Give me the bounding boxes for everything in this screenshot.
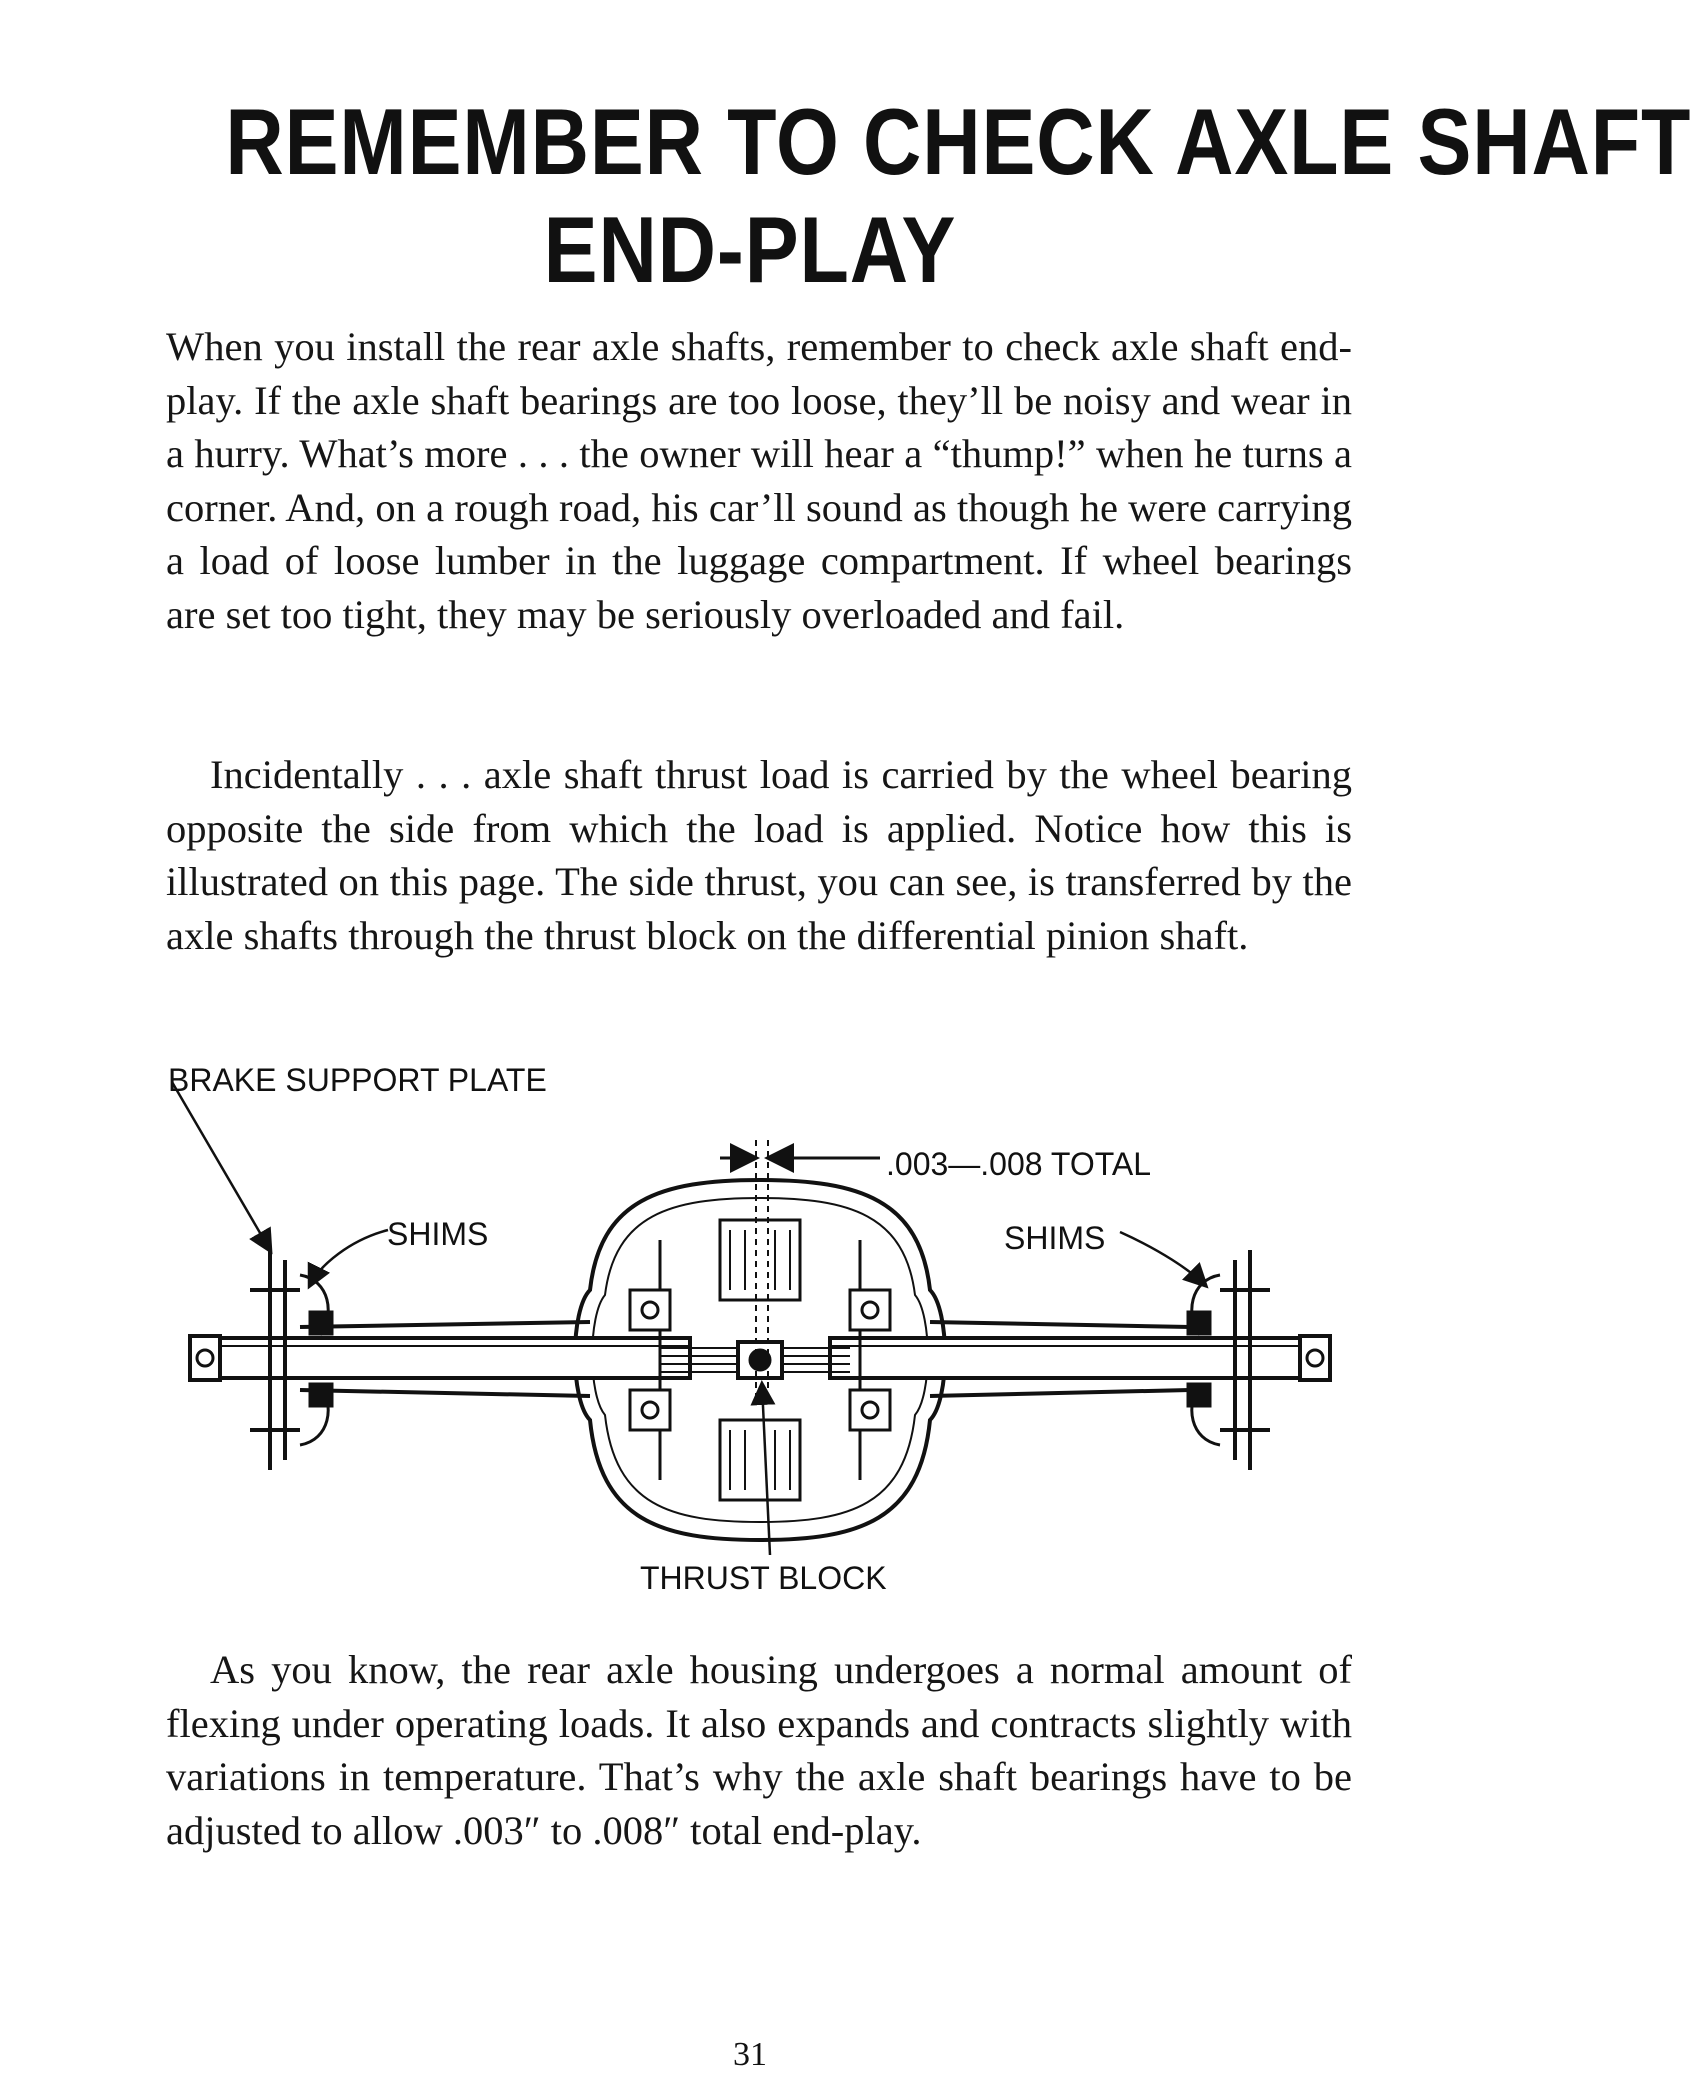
paragraph-flexing: As you know, the rear axle housing undergoes a normal amount of flexing under operating loads. It also expands and contracts slightly with variations in temperature. That’s why the axle shaft bearings have to be adjusted to allow .003″ to .008″ total end-play. xyxy=(166,1647,1352,1853)
shims-right-label: SHIMS xyxy=(1004,1220,1106,1256)
paragraph-incidentally: Incidentally . . . axle shaft thrust load is carried by the wheel bearing opposite the side from which the load is applied. Notice how this is illustrated on this page. The side thrust, you can see, is transferred by the axle shafts through the thrust block on the differential pinion shaft. xyxy=(166,752,1352,958)
left-axle-tube xyxy=(300,1322,590,1327)
page-title-line-2: END-PLAY xyxy=(543,197,957,302)
thrust-block-label: THRUST BLOCK xyxy=(640,1560,887,1596)
brake-support-plate-label: BRAKE SUPPORT PLATE xyxy=(168,1062,547,1098)
page-title-line-1: REMEMBER TO CHECK AXLE SHAFT xyxy=(225,89,1691,194)
shims-left-label: SHIMS xyxy=(387,1216,489,1252)
right-axle-tube xyxy=(930,1322,1190,1327)
rear-axle-diagram xyxy=(160,1100,1340,1560)
paragraph-intro: When you install the rear axle shafts, remember to check axle shaft end-play. If the axle shaft bearings are too loose, they’ll be noisy and wear in a hurry. What’s more . . . the owner will hear a “thump!” when he turns a corner. And, on a rough road, his car’ll sound as though he were carrying a load of loose lumber in the luggage compartment. If wheel bearings are set too tight, they may be seriously overloaded and fail. xyxy=(166,324,1352,637)
left-axle-shaft xyxy=(220,1338,690,1378)
end-play-total-label: .003—.008 TOTAL xyxy=(886,1146,1152,1182)
page-number: 31 xyxy=(733,2036,767,2073)
right-axle-shaft xyxy=(830,1338,1300,1378)
